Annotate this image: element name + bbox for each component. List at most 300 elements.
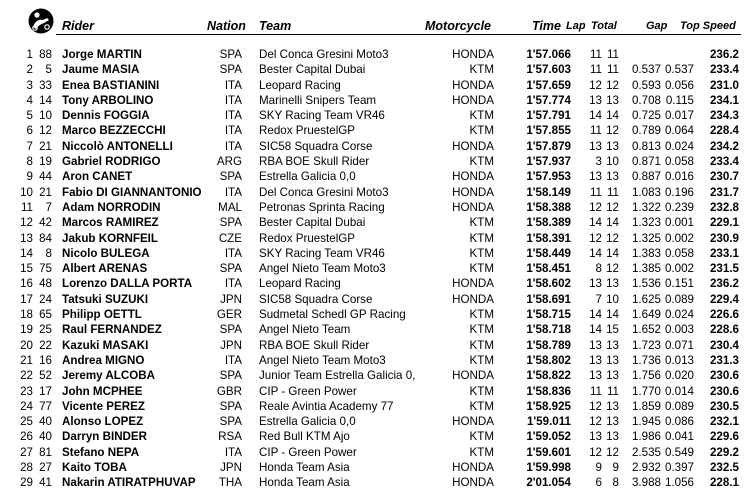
nation-cell: ITA [224, 139, 242, 153]
table-row [0, 215, 745, 230]
best-lap-number-cell: 11 [589, 384, 602, 398]
motorcycle-cell: KTM [469, 155, 494, 169]
lap-time-cell: 1'59.052 [526, 430, 571, 444]
position-cell: 23 [20, 384, 33, 398]
rider-number-cell: 75 [39, 262, 52, 276]
total-laps-cell: 11 [606, 63, 619, 77]
lap-time-cell: 1'58.388 [526, 200, 571, 214]
gap-to-previous-cell: 0.024 [664, 139, 694, 153]
top-speed-cell: 228.6 [709, 323, 739, 337]
table-row [0, 246, 745, 261]
table-row [0, 139, 745, 154]
gap-to-previous-cell: 0.239 [664, 200, 694, 214]
gap-to-previous-cell: 0.058 [664, 155, 694, 169]
nation-cell: SPA [219, 262, 242, 276]
total-laps-cell: 13 [606, 277, 619, 291]
best-lap-number-cell: 11 [589, 63, 602, 77]
best-lap-number-cell: 3 [595, 155, 602, 169]
nation-cell: JPN [220, 461, 242, 475]
nation-cell: ITA [224, 353, 242, 367]
gap-to-leader-cell: 1.625 [631, 292, 661, 306]
total-laps-cell: 8 [612, 476, 619, 490]
lap-time-cell: 1'57.791 [526, 109, 571, 123]
rider-name-cell: Nicolo BULEGA [62, 246, 150, 260]
top-speed-cell: 228.4 [709, 124, 739, 138]
gap-to-previous-cell: 0.001 [664, 216, 694, 230]
team-cell: Reale Avintia Academy 77 [259, 399, 394, 413]
lap-time-cell: 1'59.011 [526, 415, 571, 429]
rider-number-cell: 27 [39, 461, 52, 475]
best-lap-number-cell: 13 [589, 139, 602, 153]
rider-number-cell: 21 [39, 139, 52, 153]
position-cell: 20 [20, 338, 33, 352]
rider-name-cell: Marcos RAMIREZ [62, 216, 159, 230]
team-cell: SKY Racing Team VR46 [259, 109, 385, 123]
total-laps-cell: 9 [612, 461, 619, 475]
position-cell: 26 [20, 430, 33, 444]
table-row [0, 231, 745, 246]
best-lap-number-cell: 9 [595, 461, 602, 475]
gap-to-leader-cell: 2.535 [631, 445, 661, 459]
best-lap-number-cell: 14 [589, 308, 602, 322]
header-total: Total [591, 20, 617, 32]
gap-to-previous-cell: 0.086 [664, 415, 694, 429]
position-cell: 28 [20, 461, 33, 475]
motorcycle-cell: KTM [469, 338, 494, 352]
gap-to-leader-cell: 1.325 [631, 231, 661, 245]
rider-name-cell: Kazuki MASAKI [62, 338, 149, 352]
top-speed-cell: 229.1 [709, 216, 739, 230]
gap-to-leader-cell: 1.986 [631, 430, 661, 444]
team-cell: Angel Nieto Team Moto3 [259, 353, 386, 367]
table-row [0, 123, 745, 138]
lap-time-cell: 1'59.998 [526, 461, 571, 475]
team-cell: SKY Racing Team VR46 [259, 246, 385, 260]
table-row [0, 154, 745, 169]
position-cell: 7 [26, 139, 33, 153]
team-cell: Bester Capital Dubai [259, 63, 366, 77]
rider-number-cell: 88 [39, 48, 52, 61]
rider-name-cell: Raul FERNANDEZ [62, 323, 162, 337]
team-cell: RBA BOE Skull Rider [259, 155, 370, 169]
top-speed-cell: 233.4 [709, 63, 739, 77]
lap-time-cell: 1'58.389 [526, 216, 571, 230]
nation-cell: SPA [219, 399, 242, 413]
gap-to-previous-cell: 0.020 [664, 369, 694, 383]
nation-cell: ITA [224, 445, 242, 459]
rider-name-cell: Tony ARBOLINO [62, 93, 154, 107]
rider-number-cell: 44 [39, 170, 52, 184]
gap-to-leader-cell: 0.871 [631, 155, 661, 169]
lap-time-cell: 1'58.449 [526, 246, 571, 260]
top-speed-cell: 232.5 [709, 461, 739, 475]
best-lap-number-cell: 13 [589, 93, 602, 107]
nation-cell: MAL [218, 200, 242, 214]
rider-name-cell: Aron CANET [62, 170, 133, 184]
total-laps-cell: 15 [606, 323, 619, 337]
total-laps-cell: 13 [606, 415, 619, 429]
nation-cell: GER [216, 308, 242, 322]
best-lap-number-cell: 12 [589, 231, 602, 245]
top-speed-cell: 229.4 [709, 292, 739, 306]
gap-to-previous-cell: 0.013 [664, 353, 694, 367]
rider-number-cell: 5 [45, 63, 52, 77]
rider-number-cell: 33 [39, 78, 52, 92]
position-cell: 11 [20, 200, 33, 214]
total-laps-cell: 13 [606, 369, 619, 383]
team-cell: Redox PruestelGP [259, 124, 356, 138]
table-row [0, 399, 745, 414]
total-laps-cell: 12 [606, 262, 619, 276]
motorcycle-cell: KTM [469, 353, 494, 367]
best-lap-number-cell: 11 [589, 124, 602, 138]
top-speed-cell: 230.7 [709, 170, 739, 184]
rider-name-cell: Marco BEZZECCHI [62, 124, 166, 138]
rider-number-cell: 40 [39, 430, 52, 444]
nation-cell: SPA [219, 48, 242, 61]
nation-cell: ARG [216, 155, 242, 169]
position-cell: 12 [20, 216, 33, 230]
gap-to-leader-cell: 1.723 [631, 338, 661, 352]
gap-to-leader-cell: 1.859 [631, 399, 661, 413]
header-gap: Gap [646, 20, 668, 32]
motorcycle-cell: HONDA [452, 277, 494, 291]
gap-to-leader-cell: 1.323 [631, 216, 661, 230]
top-speed-cell: 232.1 [709, 415, 739, 429]
total-laps-cell: 12 [606, 231, 619, 245]
position-cell: 24 [20, 399, 33, 413]
gap-to-leader-cell: 0.725 [631, 109, 661, 123]
nation-cell: THA [218, 476, 242, 490]
gap-to-leader-cell: 1.536 [631, 277, 661, 291]
position-cell: 2 [26, 63, 33, 77]
position-cell: 13 [20, 231, 33, 245]
top-speed-cell: 236.2 [709, 277, 739, 291]
gap-to-leader-cell: 0.789 [631, 124, 661, 138]
nation-cell: ITA [224, 185, 242, 199]
rider-name-cell: Albert ARENAS [62, 262, 148, 276]
rider-name-cell: Gabriel RODRIGO [62, 155, 161, 169]
total-laps-cell: 12 [606, 124, 619, 138]
best-lap-number-cell: 13 [589, 277, 602, 291]
motorcycle-cell: KTM [469, 216, 494, 230]
team-cell: Honda Team Asia [259, 476, 350, 490]
team-cell: Del Conca Gresini Moto3 [259, 48, 389, 61]
motorcycle-cell: KTM [469, 231, 494, 245]
rider-number-cell: 25 [39, 323, 52, 337]
table-row [0, 338, 745, 353]
position-cell: 16 [20, 277, 33, 291]
team-cell: Estrella Galicia 0,0 [259, 415, 356, 429]
motorcycle-cell: KTM [469, 109, 494, 123]
nation-cell: GBR [216, 384, 242, 398]
rider-name-cell: Fabio DI GIANNANTONIO [62, 185, 202, 199]
motorcycle-cell: KTM [469, 124, 494, 138]
gap-to-previous-cell: 0.537 [664, 63, 694, 77]
best-lap-number-cell: 6 [595, 476, 602, 490]
nation-cell: ITA [224, 246, 242, 260]
total-laps-cell: 13 [606, 353, 619, 367]
motorcycle-cell: HONDA [452, 48, 494, 61]
gap-to-leader-cell: 1.652 [631, 323, 661, 337]
gap-to-previous-cell: 0.017 [664, 109, 694, 123]
team-cell: CIP - Green Power [259, 384, 357, 398]
position-cell: 6 [26, 124, 33, 138]
best-lap-number-cell: 12 [589, 200, 602, 214]
rider-number-cell: 12 [39, 124, 52, 138]
total-laps-cell: 11 [606, 185, 619, 199]
best-lap-number-cell: 12 [589, 78, 602, 92]
team-cell: Marinelli Snipers Team [259, 93, 377, 107]
best-lap-number-cell: 14 [589, 216, 602, 230]
table-row [0, 445, 745, 460]
gap-to-leader-cell: 1.322 [631, 200, 661, 214]
lap-time-cell: 2'01.054 [526, 476, 571, 490]
table-row [0, 292, 745, 307]
nation-cell: SPA [219, 216, 242, 230]
motorcycle-cell: KTM [469, 262, 494, 276]
best-lap-number-cell: 7 [595, 292, 602, 306]
motorcycle-cell: HONDA [452, 78, 494, 92]
rider-number-cell: 19 [39, 155, 52, 169]
lap-time-cell: 1'58.451 [526, 262, 571, 276]
nation-cell: ITA [224, 109, 242, 123]
position-cell: 18 [20, 308, 33, 322]
total-laps-cell: 14 [606, 216, 619, 230]
top-speed-cell: 230.9 [709, 231, 739, 245]
gap-to-previous-cell: 0.003 [664, 323, 694, 337]
table-row [0, 322, 745, 337]
table-row [0, 93, 745, 108]
lap-time-cell: 1'57.879 [526, 139, 571, 153]
gap-to-leader-cell: 0.708 [631, 93, 661, 107]
top-speed-cell: 228.1 [709, 476, 739, 490]
rider-number-cell: 8 [45, 246, 52, 260]
lap-time-cell: 1'58.925 [526, 399, 571, 413]
total-laps-cell: 11 [606, 48, 619, 61]
rider-name-cell: Dennis FOGGIA [62, 109, 150, 123]
team-cell: Leopard Racing [259, 277, 341, 291]
rider-name-cell: Stefano NEPA [62, 445, 140, 459]
lap-time-cell: 1'58.602 [526, 277, 571, 291]
rider-name-cell: Kaito TOBA [62, 461, 127, 475]
position-cell: 8 [26, 155, 33, 169]
best-lap-number-cell: 13 [589, 170, 602, 184]
rider-name-cell: Jorge MARTIN [62, 48, 142, 61]
nation-cell: JPN [220, 292, 242, 306]
total-laps-cell: 11 [606, 384, 619, 398]
total-laps-cell: 14 [606, 308, 619, 322]
top-speed-cell: 234.2 [709, 139, 739, 153]
motorcycle-cell: HONDA [452, 170, 494, 184]
results-table [0, 47, 745, 491]
table-row [0, 353, 745, 368]
motorcycle-cell: KTM [469, 399, 494, 413]
results-header [0, 0, 745, 44]
motorcycle-cell: KTM [469, 430, 494, 444]
total-laps-cell: 10 [606, 292, 619, 306]
rider-number-cell: 16 [39, 353, 52, 367]
motorcycle-cell: KTM [469, 384, 494, 398]
gap-to-previous-cell: 0.041 [664, 430, 694, 444]
gap-to-previous-cell: 0.089 [664, 399, 694, 413]
rider-number-cell: 81 [39, 445, 52, 459]
position-cell: 4 [26, 93, 33, 107]
rider-number-cell: 24 [39, 292, 52, 306]
gap-to-leader-cell: 0.537 [631, 63, 661, 77]
gap-to-previous-cell: 0.002 [664, 231, 694, 245]
position-cell: 5 [26, 109, 33, 123]
position-cell: 3 [26, 78, 33, 92]
top-speed-cell: 234.1 [709, 93, 739, 107]
table-row [0, 307, 745, 322]
nation-cell: RSA [218, 430, 242, 444]
total-laps-cell: 10 [606, 155, 619, 169]
best-lap-number-cell: 12 [589, 415, 602, 429]
motorcycle-cell: KTM [469, 323, 494, 337]
lap-time-cell: 1'57.066 [526, 48, 571, 61]
team-cell: Red Bull KTM Ajo [259, 430, 350, 444]
gap-to-leader-cell: 0.593 [631, 78, 661, 92]
best-lap-number-cell: 14 [589, 246, 602, 260]
table-row [0, 108, 745, 123]
total-laps-cell: 13 [606, 139, 619, 153]
position-cell: 10 [20, 185, 33, 199]
nation-cell: CZE [218, 231, 242, 245]
team-cell: Honda Team Asia [259, 461, 350, 475]
top-speed-cell: 231.7 [709, 185, 739, 199]
lap-time-cell: 1'57.937 [526, 155, 571, 169]
lap-time-cell: 1'58.391 [526, 231, 571, 245]
position-cell: 22 [20, 369, 33, 383]
rider-name-cell: Enea BASTIANINI [62, 78, 160, 92]
motorcycle-cell: HONDA [452, 415, 494, 429]
best-lap-number-cell: 13 [589, 369, 602, 383]
gap-to-previous-cell: 0.151 [664, 277, 694, 291]
nation-cell: ITA [224, 277, 242, 291]
nation-cell: SPA [219, 369, 242, 383]
rider-number-cell: 10 [39, 109, 52, 123]
team-cell: Petronas Sprinta Racing [259, 200, 385, 214]
gap-to-previous-cell: 0.056 [664, 78, 694, 92]
total-laps-cell: 13 [606, 170, 619, 184]
total-laps-cell: 12 [606, 445, 619, 459]
lap-time-cell: 1'59.601 [526, 445, 571, 459]
nation-cell: SPA [219, 170, 242, 184]
rider-name-cell: John MCPHEE [62, 384, 143, 398]
rider-number-cell: 40 [39, 415, 52, 429]
lap-time-cell: 1'58.802 [526, 353, 571, 367]
rider-number-cell: 77 [39, 399, 52, 413]
lap-time-cell: 1'58.691 [526, 292, 571, 306]
team-cell: SIC58 Squadra Corse [259, 139, 373, 153]
table-row [0, 368, 745, 383]
top-speed-cell: 234.3 [709, 109, 739, 123]
best-lap-number-cell: 13 [589, 353, 602, 367]
gap-to-previous-cell: 0.089 [664, 292, 694, 306]
rider-number-cell: 48 [39, 277, 52, 291]
rider-number-cell: 42 [39, 216, 52, 230]
nation-cell: ITA [224, 124, 242, 138]
position-cell: 1 [26, 48, 33, 61]
top-speed-cell: 229.2 [709, 445, 739, 459]
top-speed-cell: 226.6 [709, 308, 739, 322]
gap-to-previous-cell: 0.014 [664, 384, 694, 398]
table-row [0, 475, 745, 490]
header-top-speed: Top Speed [680, 20, 736, 32]
rider-number-cell: 65 [39, 308, 52, 322]
gap-to-previous-cell: 1.056 [664, 476, 694, 490]
table-row [0, 47, 745, 62]
table-row [0, 384, 745, 399]
best-lap-number-cell: 14 [589, 323, 602, 337]
top-speed-cell: 233.4 [709, 155, 739, 169]
rider-name-cell: Andrea MIGNO [62, 353, 145, 367]
motorcycle-cell: HONDA [452, 200, 494, 214]
rider-name-cell: Jaume MASIA [62, 63, 140, 77]
team-cell: CIP - Green Power [259, 445, 357, 459]
team-cell: SIC58 Squadra Corse [259, 292, 373, 306]
gap-to-previous-cell: 0.024 [664, 308, 694, 322]
lap-time-cell: 1'58.822 [526, 369, 571, 383]
position-cell: 29 [20, 476, 33, 490]
gap-to-leader-cell: 1.083 [631, 185, 661, 199]
lap-time-cell: 1'57.659 [526, 78, 571, 92]
table-row [0, 414, 745, 429]
lap-time-cell: 1'57.774 [526, 93, 571, 107]
total-laps-cell: 12 [606, 78, 619, 92]
header-team: Team [259, 19, 292, 33]
total-laps-cell: 13 [606, 93, 619, 107]
rider-number-cell: 21 [39, 185, 52, 199]
gap-to-leader-cell: 3.988 [631, 476, 661, 490]
motorcycle-cell: HONDA [452, 185, 494, 199]
table-row [0, 429, 745, 444]
motorcycle-cell: HONDA [452, 139, 494, 153]
team-cell: Angel Nieto Team [259, 323, 351, 337]
rider-name-cell: Jeremy ALCOBA [62, 369, 155, 383]
motorcycle-cell: HONDA [452, 369, 494, 383]
table-row [0, 78, 745, 93]
motorcycle-cell: HONDA [452, 461, 494, 475]
top-speed-cell: 230.6 [709, 384, 739, 398]
team-cell: Estrella Galicia 0,0 [259, 170, 356, 184]
nation-cell: ITA [224, 78, 242, 92]
team-cell: RBA BOE Skull Rider [259, 338, 370, 352]
motorcycle-cell: KTM [469, 63, 494, 77]
table-row [0, 276, 745, 291]
gap-to-leader-cell: 1.770 [631, 384, 661, 398]
top-speed-cell: 231.3 [709, 353, 739, 367]
table-row [0, 261, 745, 276]
rider-name-cell: Alonso LOPEZ [62, 415, 144, 429]
motorcycle-cell: KTM [469, 308, 494, 322]
nation-cell: SPA [219, 323, 242, 337]
lap-time-cell: 1'57.953 [526, 170, 571, 184]
gap-to-leader-cell: 1.383 [631, 246, 661, 260]
top-speed-cell: 229.6 [709, 430, 739, 444]
position-cell: 21 [20, 353, 33, 367]
rider-name-cell: Adam NORRODIN [62, 200, 161, 214]
lap-time-cell: 1'58.718 [526, 323, 571, 337]
table-row [0, 62, 745, 77]
position-cell: 19 [20, 323, 33, 337]
position-cell: 14 [20, 246, 33, 260]
best-lap-number-cell: 8 [595, 262, 602, 276]
total-laps-cell: 14 [606, 246, 619, 260]
gap-to-leader-cell: 0.887 [631, 170, 661, 184]
rider-name-cell: Niccolò ANTONELLI [62, 139, 173, 153]
